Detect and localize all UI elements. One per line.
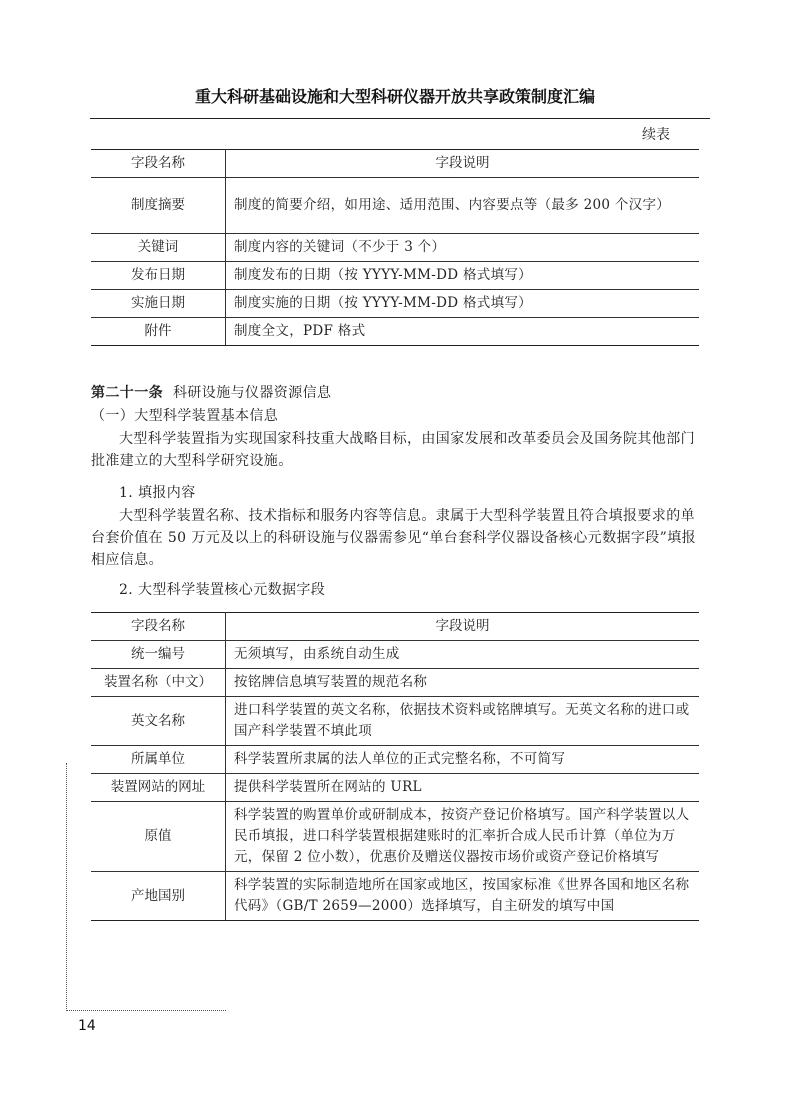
field-name-cell: 装置网站的网址: [91, 774, 226, 802]
table-row: [91, 641, 699, 669]
table-row: [91, 746, 699, 774]
table-row: [91, 774, 699, 802]
field-desc-cell: 无须填写，由系统自动生成: [226, 641, 700, 669]
table-row: [91, 234, 699, 262]
field-name-cell: 所属单位: [91, 746, 226, 774]
table-header-row: [91, 613, 699, 641]
table-header-row: [91, 150, 699, 178]
column-header-field-desc: 字段说明: [226, 150, 700, 178]
table-row: [91, 262, 699, 290]
article-title: 科研设施与仪器资源信息: [173, 385, 332, 401]
field-desc-cell: 进口科学装置的英文名称，依据技术资料或铭牌填写。无英文名称的进口或国产科学装置不填此项: [226, 697, 700, 746]
table-row: [91, 669, 699, 697]
field-name-cell: 产地国别: [91, 872, 226, 921]
margin-dotted-line-vertical: [66, 763, 67, 1011]
column-header-field-desc: 字段说明: [226, 613, 700, 641]
section-heading: （一）大型科学装置基本信息: [91, 408, 279, 424]
page-number: 14: [78, 1018, 96, 1034]
field-name-cell: 统一编号: [91, 641, 226, 669]
field-name-cell: 关键词: [91, 234, 226, 262]
field-desc-cell: 科学装置的购置单价或研制成本，按资产登记价格填写。国产科学装置以人民币填报，进口科学装置根据建账时的汇率折合成人民币计算（单位为万元，保留 2 位小数），优惠价及赠送仪器按市场价或资产登记价格填写: [226, 802, 700, 872]
column-header-field-name: 字段名称: [91, 150, 226, 178]
field-desc-cell: 按铭牌信息填写装置的规范名称: [226, 669, 700, 697]
item-heading: 2. 大型科学装置核心元数据字段: [119, 582, 326, 598]
table-row: [91, 872, 699, 921]
table-row: [91, 318, 699, 346]
field-desc-cell: 科学装置的实际制造地所在国家或地区，按国家标准《世界各国和地区名称代码》（GB/T 2659—2000）选择填写，自主研发的填写中国: [226, 872, 700, 921]
field-desc-cell: 提供科学装置所在网站的 URL: [226, 774, 700, 802]
field-desc-cell: 制度内容的关键词（不少于 3 个）: [226, 234, 700, 262]
article-number: 第二十一条: [91, 385, 163, 401]
table-row: [91, 802, 699, 872]
continued-label: 续表: [642, 127, 670, 143]
metadata-table-continued: [91, 149, 699, 346]
column-header-field-name: 字段名称: [91, 613, 226, 641]
field-name-cell: 原值: [91, 802, 226, 872]
field-name-cell: 英文名称: [91, 697, 226, 746]
field-name-cell: 附件: [91, 318, 226, 346]
item-paragraph: 大型科学装置名称、技术指标和服务内容等信息。隶属于大型科学装置且符合填报要求的单台套价值在 50 万元及以上的科研设施与仪器需参见“单台套科学仪器设备核心元数据字段”填报相应信息。: [91, 508, 697, 568]
field-name-cell: 装置名称（中文）: [91, 669, 226, 697]
field-desc-cell: 科学装置所隶属的法人单位的正式完整名称，不可简写: [226, 746, 700, 774]
margin-dotted-line-horizontal: [66, 1010, 226, 1011]
item-heading: 1. 填报内容: [119, 485, 196, 501]
running-head-title: 重大科研基础设施和大型科研仪器开放共享政策制度汇编: [194, 87, 595, 106]
field-name-cell: 实施日期: [91, 290, 226, 318]
table-row: [91, 697, 699, 746]
section-paragraph: 大型科学装置指为实现国家科技重大战略目标，由国家发展和改革委员会及国务院其他部门批准建立的大型科学研究设施。: [91, 431, 695, 469]
field-desc-cell: 制度实施的日期（按 YYYY-MM-DD 格式填写）: [226, 290, 700, 318]
field-name-cell: 制度摘要: [91, 178, 226, 234]
field-desc-cell: 制度全文，PDF 格式: [226, 318, 700, 346]
field-desc-cell: 制度发布的日期（按 YYYY-MM-DD 格式填写）: [226, 262, 700, 290]
header-rule: [90, 118, 710, 119]
field-desc-cell: 制度的简要介绍，如用途、适用范围、内容要点等（最多 200 个汉字）: [226, 178, 700, 234]
field-name-cell: 发布日期: [91, 262, 226, 290]
table-row: [91, 290, 699, 318]
core-metadata-table: [91, 612, 699, 921]
table-row: [91, 178, 699, 234]
article-heading: [91, 382, 699, 404]
